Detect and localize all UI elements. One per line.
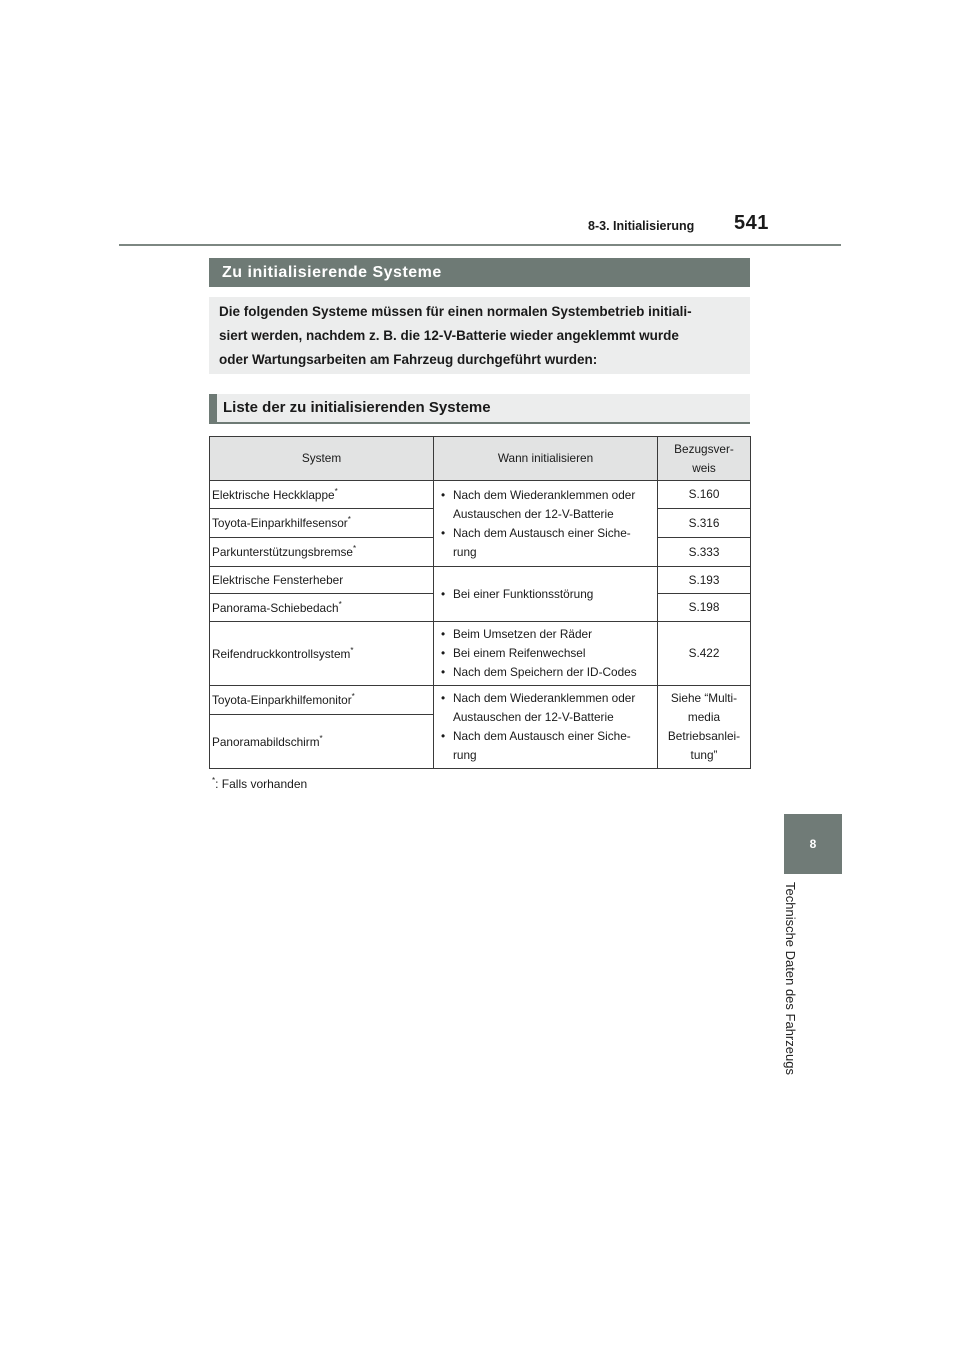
list-item: • Bei einer Funktionsstörung xyxy=(438,585,655,604)
section-heading: Zu initialisierende Systeme xyxy=(209,258,750,287)
when-cell xyxy=(434,622,658,686)
system-cell: Panorama-Schiebedach* xyxy=(210,594,434,622)
table-row xyxy=(210,686,751,715)
when-cell xyxy=(434,686,658,769)
ref-cell: S.422 xyxy=(658,622,751,686)
footnote-mark: * xyxy=(212,776,216,785)
header-ref xyxy=(658,437,751,481)
list-item: • Nach dem Austausch einer Siche- rung xyxy=(438,524,655,562)
system-cell: Elektrische Heckklappe* xyxy=(210,481,434,509)
list-item: • Bei einem Reifenwechsel xyxy=(438,644,655,663)
system-cell: Parkunterstützungsbremse* xyxy=(210,538,434,567)
chapter-title xyxy=(776,882,798,1092)
section-title: 8-3. Initialisierung xyxy=(588,219,695,233)
ref-cell: Siehe “Multi- media Betriebsanlei- tung” xyxy=(658,686,751,769)
intro-line: siert werden, nachdem z. B. die 12-V-Batterie wieder angeklemmt wurde xyxy=(219,328,679,343)
intro-line: Die folgenden Systeme müssen für einen normalen Systembetrieb initiali- xyxy=(219,304,692,319)
page-number: 541 xyxy=(734,212,769,234)
list-item: • Nach dem Austausch einer Siche- rung xyxy=(438,727,655,765)
header-ref-line: weis xyxy=(692,460,716,475)
header-when: Wann initialisieren xyxy=(434,437,658,481)
system-cell: Toyota-Einparkhilfesensor* xyxy=(210,509,434,538)
header-rule xyxy=(119,244,841,246)
table-row xyxy=(210,567,751,594)
ref-cell: S.316 xyxy=(658,509,751,538)
intro-box xyxy=(209,297,750,374)
table-row xyxy=(210,622,751,686)
footnote-text: : Falls vorhanden xyxy=(215,777,308,791)
ref-cell: S.193 xyxy=(658,567,751,594)
when-cell xyxy=(434,567,658,622)
system-cell: Panoramabildschirm* xyxy=(210,715,434,769)
header-ref-line: Bezugsver- xyxy=(674,441,734,456)
list-item: • Nach dem Wiederanklemmen oder Austauschen der 12-V-Batterie xyxy=(438,689,655,727)
system-cell: Elektrische Fensterheber xyxy=(210,567,434,594)
header-system: System xyxy=(210,437,434,481)
list-item: • Nach dem Speichern der ID-Codes xyxy=(438,663,655,682)
ref-cell: S.198 xyxy=(658,594,751,622)
ref-cell: S.333 xyxy=(658,538,751,567)
footnote xyxy=(212,777,307,791)
systems-table xyxy=(209,436,751,769)
chapter-title-text: Technische Daten des Fahrzeugs xyxy=(783,882,798,1075)
system-cell: Toyota-Einparkhilfemonitor* xyxy=(210,686,434,715)
ref-cell: S.160 xyxy=(658,481,751,509)
subheading: Liste der zu initialisierenden Systeme xyxy=(209,394,750,424)
system-cell: Reifendruckkontrollsystem* xyxy=(210,622,434,686)
intro-line: oder Wartungsarbeiten am Fahrzeug durchgeführt wurden: xyxy=(219,352,598,367)
list-item: • Nach dem Wiederanklemmen oder Austauschen der 12-V-Batterie xyxy=(438,486,655,524)
when-cell xyxy=(434,481,658,567)
table-row xyxy=(210,481,751,509)
chapter-tab: 8 xyxy=(784,814,842,874)
table-header-row xyxy=(210,437,751,481)
list-item: • Beim Umsetzen der Räder xyxy=(438,625,655,644)
